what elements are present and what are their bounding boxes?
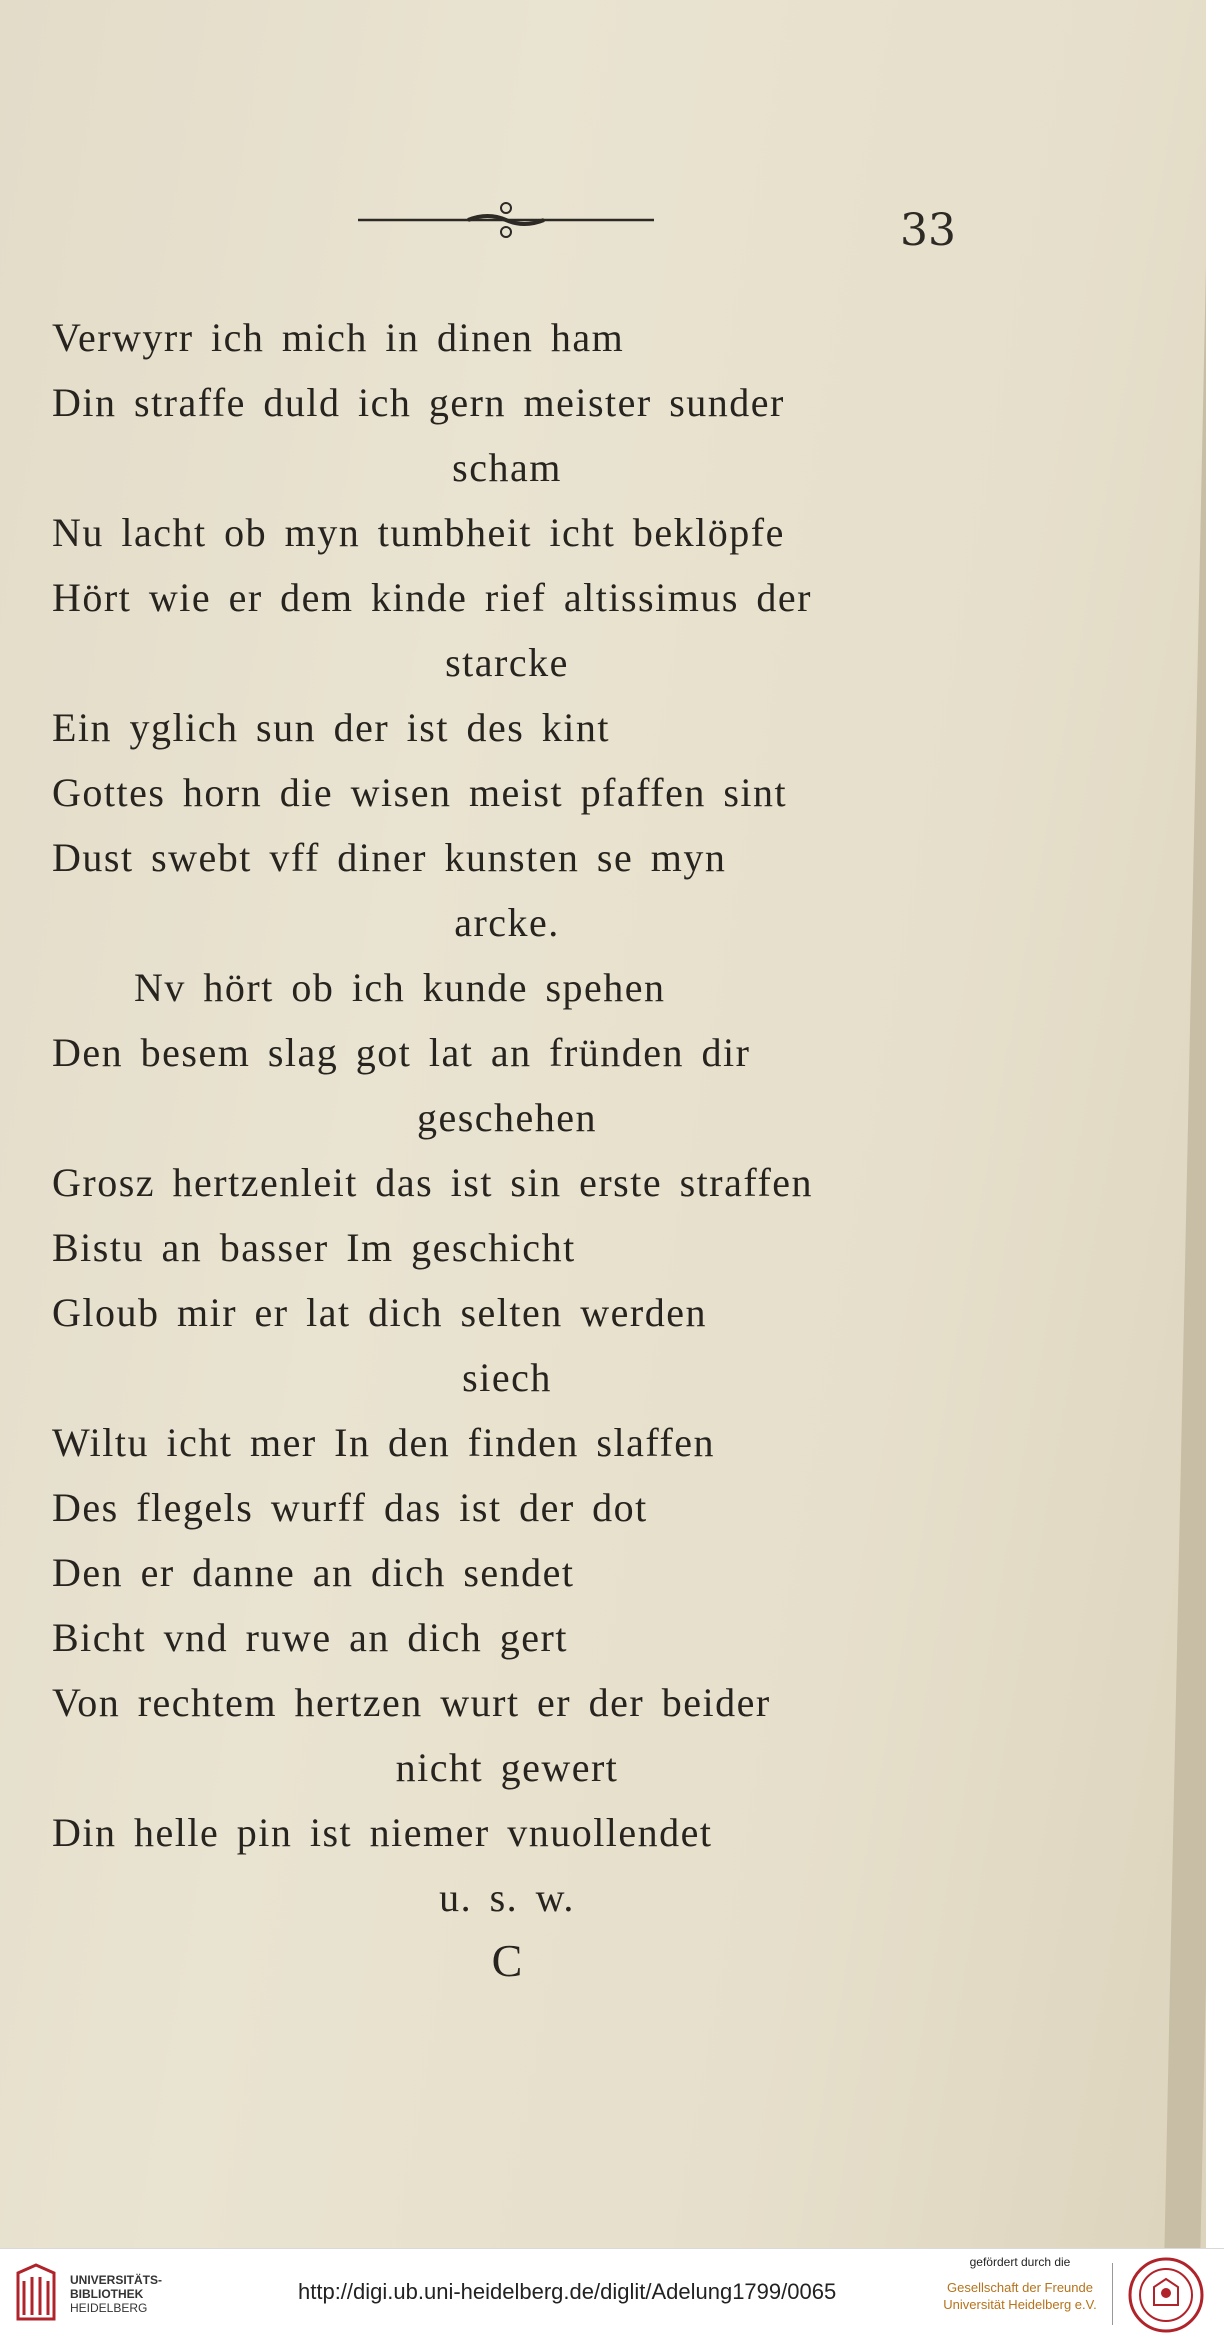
text-line: Din helle pin ist niemer vnuollendet xyxy=(52,1810,713,1855)
sponsor-label: gefördert durch die xyxy=(969,2255,1071,2269)
text-line: Ein yglich sun der ist des kint xyxy=(52,705,611,750)
text-line: Bistu an basser Im geschicht xyxy=(52,1225,576,1270)
text-line-etc: u. s. w. xyxy=(439,1875,575,1920)
text-line: Bicht vnd ruwe an dich gert xyxy=(52,1615,568,1660)
library-name-line: BIBLIOTHEK xyxy=(70,2287,144,2301)
page-edge xyxy=(1164,0,1206,2248)
page-number: 33 xyxy=(900,205,956,256)
text-line-indented: Nv hört ob ich kunde spehen xyxy=(134,965,666,1010)
sponsor-org-line: Universität Heidelberg e.V. xyxy=(943,2297,1097,2312)
text-line: Verwyrr ich mich in dinen ham xyxy=(52,315,625,360)
signature-mark: C xyxy=(491,1935,523,1986)
text-line: Wiltu icht mer In den finden slaffen xyxy=(52,1420,716,1465)
text-line-continuation: siech xyxy=(462,1355,552,1400)
text-line: Den er danne an dich sendet xyxy=(52,1550,575,1595)
library-name[interactable] xyxy=(70,2273,162,2315)
text-line: Grosz hertzenleit das ist sin erste straffen xyxy=(52,1160,814,1205)
text-line: Hört wie er dem kinde rief altissimus der xyxy=(52,575,812,620)
text-line-continuation: geschehen xyxy=(416,1095,598,1140)
library-logo-icon[interactable] xyxy=(14,2263,58,2323)
text-line-continuation: starcke xyxy=(445,640,569,685)
text-line: Des flegels wurff das ist der dot xyxy=(52,1485,648,1530)
document-url-link[interactable]: http://digi.ub.uni-heidelberg.de/diglit/Adelung1799/0065 xyxy=(298,2279,837,2304)
text-line: Din straffe duld ich gern meister sunder xyxy=(52,380,785,425)
poem-text xyxy=(52,305,962,1996)
text-line-continuation: arcke. xyxy=(454,900,560,945)
text-line: Nu lacht ob myn tumbheit icht beklöpfe xyxy=(52,510,785,555)
text-line-continuation: scham xyxy=(452,445,562,490)
university-seal-icon[interactable] xyxy=(1126,2255,1206,2335)
text-line: Von rechtem hertzen wurt er der beider xyxy=(52,1680,771,1725)
divider xyxy=(1112,2263,1113,2325)
text-line: Dust swebt vff diner kunsten se myn xyxy=(52,835,727,880)
text-line: Den besem slag got lat an fründen dir xyxy=(52,1030,751,1075)
sponsor-block[interactable] xyxy=(940,2255,1100,2313)
viewer-footer xyxy=(0,2248,1224,2337)
library-name-line: UNIVERSITÄTS- xyxy=(70,2273,163,2287)
ornament-divider xyxy=(358,200,654,240)
text-line-continuation: nicht gewert xyxy=(395,1745,619,1790)
text-line: Gottes horn die wisen meist pfaffen sint xyxy=(52,770,788,815)
library-name-line: HEIDELBERG xyxy=(70,2301,148,2315)
text-line: Gloub mir er lat dich selten werden xyxy=(52,1290,707,1335)
sponsor-org-line: Gesellschaft der Freunde xyxy=(947,2280,1093,2295)
